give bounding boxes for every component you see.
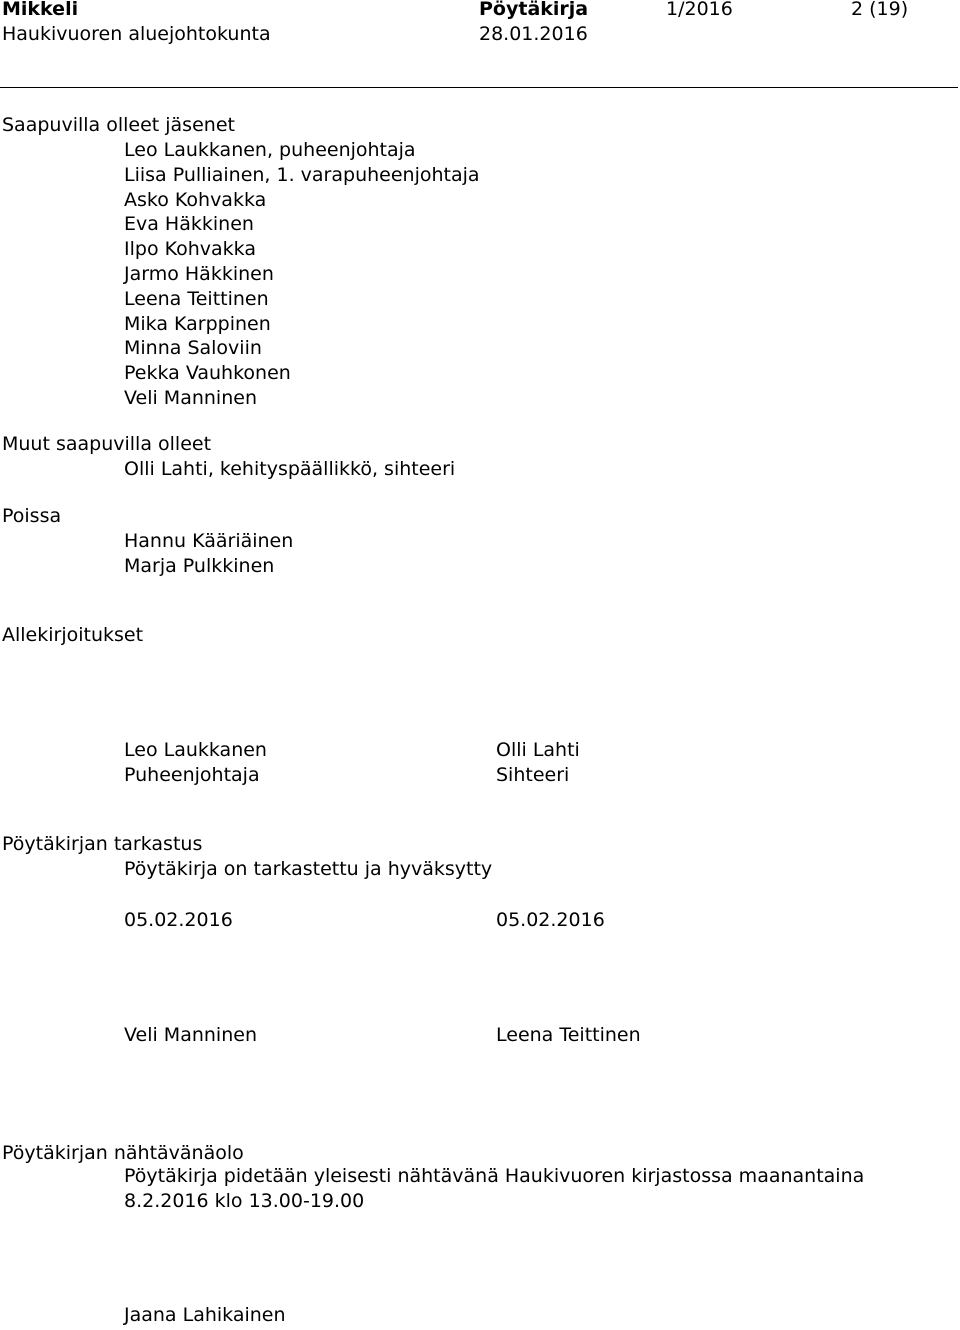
- absent-heading: Poissa: [2, 505, 62, 527]
- absent-list: [124, 529, 293, 579]
- review-heading: Pöytäkirjan tarkastus: [2, 833, 203, 855]
- list-item: Jarmo Häkkinen: [124, 262, 274, 285]
- header-date: 28.01.2016: [479, 23, 588, 45]
- list-item: Hannu Kääriäinen: [124, 530, 294, 552]
- list-item: Ilpo Kohvakka: [124, 238, 256, 261]
- reviewer-left-name: Veli Manninen: [124, 1024, 257, 1046]
- header-body: Haukivuoren aluejohtokunta: [2, 23, 271, 45]
- signatures-heading: Allekirjoitukset: [2, 624, 144, 646]
- chair-role: Puheenjohtaja: [124, 764, 260, 786]
- header-doc-type: Pöytäkirja: [479, 0, 589, 20]
- header-org: Mikkeli: [2, 0, 79, 20]
- header-number: 1/2016: [666, 0, 733, 20]
- display-signer: Jaana Lahikainen: [124, 1304, 286, 1326]
- secretary-name: Olli Lahti: [496, 739, 580, 761]
- others-heading: Muut saapuvilla olleet: [2, 433, 212, 455]
- list-item: Mika Karppinen: [124, 312, 271, 335]
- header-page: 2 (19): [851, 0, 909, 20]
- display-heading: Pöytäkirjan nähtävänäolo: [2, 1142, 244, 1164]
- list-item: Leena Teittinen: [124, 287, 269, 310]
- attendees-list: [124, 138, 480, 411]
- review-date-right: 05.02.2016: [496, 909, 605, 931]
- attendees-heading: Saapuvilla olleet jäsenet: [2, 114, 235, 136]
- list-item: Leo Laukkanen, puheenjohtaja: [124, 139, 416, 161]
- display-line-2: 8.2.2016 klo 13.00-19.00: [124, 1190, 365, 1212]
- list-item: Marja Pulkkinen: [124, 554, 275, 577]
- list-item: Eva Häkkinen: [124, 213, 254, 236]
- list-item: Liisa Pulliainen, 1. varapuheenjohtaja: [124, 163, 480, 186]
- list-item: Pekka Vauhkonen: [124, 362, 291, 385]
- list-item: Minna Saloviin: [124, 337, 262, 360]
- list-item: Asko Kohvakka: [124, 188, 267, 211]
- review-date-left: 05.02.2016: [124, 909, 233, 931]
- secretary-role: Sihteeri: [496, 764, 570, 786]
- list-item: Olli Lahti, kehityspäällikkö, sihteeri: [124, 458, 456, 480]
- reviewer-right-name: Leena Teittinen: [496, 1024, 641, 1046]
- list-item: Veli Manninen: [124, 386, 257, 409]
- header-divider: [0, 87, 958, 88]
- chair-name: Leo Laukkanen: [124, 739, 267, 761]
- review-text: Pöytäkirja on tarkastettu ja hyväksytty: [124, 858, 493, 880]
- display-line-1: Pöytäkirja pidetään yleisesti nähtävänä Haukivuoren kirjastossa maanantaina: [124, 1165, 865, 1187]
